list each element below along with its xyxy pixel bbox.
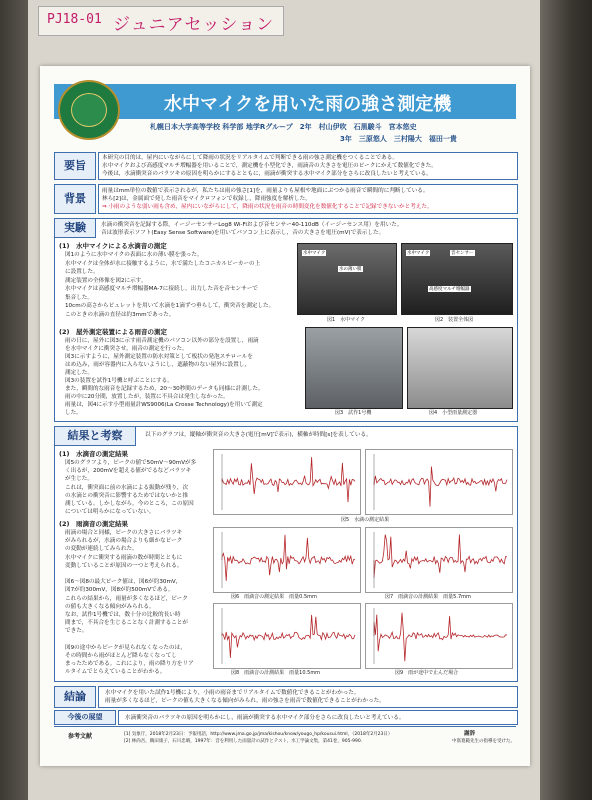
background-line: ⇒ 小雨のような弱い雨も含め，屋内にいながらにして，降雨の状況を雨音の時間変化を数値化することで記録できないかと考えた。 [102, 204, 433, 210]
poster-title: 水中マイクを用いた雨の強さ測定機 [164, 94, 452, 115]
reference-2: [2] 林尚吾，鵜田康子，石川忠晴，1997年：音を利用した雨量計の試作とテスト，水工学論文集，第41巻，905-990. [124, 739, 363, 744]
results-sub2-line: これらの結果から，雨量が多くなるほど，ピーク [65, 595, 188, 602]
school-logo-icon [58, 80, 120, 140]
experiment-sub2-line: 図3の装置を試作1号機と呼ぶことにする。 [65, 378, 173, 384]
experiment-sub1-line: 測定装置の全体像を図2に示す。 [65, 277, 147, 284]
experiment-sub2-heading: (2) 屋外測定装置による雨音の測定 [59, 328, 167, 336]
photo-full-apparatus [401, 243, 513, 315]
results-sub2-line: その時間から雨がほとんど降らなくなってし [65, 653, 177, 659]
results-sub2-line: 水中マイクに衝突する雨滴の数が時間とともに [65, 554, 183, 561]
experiment-sub2-line: 雨の日に，屋外に図3に示す雨音測定機のパソコン以外の部分を設置し，雨滴 [65, 338, 259, 344]
future-text: 水滴衝突音のバラツキの原因を明らかにし，雨滴が衝突する水中マイク部分をさらに改良したいと考えている。 [125, 715, 405, 721]
waveform [374, 613, 507, 662]
future-box [118, 710, 518, 725]
fig7-caption: 図7 雨滴音の計測結果 雨量5.7mm [385, 594, 471, 600]
placard-id: PJ18-01 [47, 12, 102, 27]
placard-title: ジュニアセッション [113, 15, 275, 35]
results-sub2-heading: (2) 雨滴音の測定結果 [59, 520, 128, 528]
chart-fig5a [213, 449, 361, 515]
results-sub1-line: の水滴との衝突音に影響するためではないかと推 [65, 492, 189, 499]
chart-fig5b [365, 449, 513, 515]
results-sub1-line: 図5のグラフより，ピークの値で50mV〜90mVが多 [65, 460, 197, 466]
experiment-box [54, 218, 518, 422]
photo-prototype-1 [305, 327, 403, 409]
results-sub1-line: が生じた。 [65, 476, 93, 483]
results-sub2-line: まったためである。これにより，雨の降り方をリア [65, 661, 194, 668]
photo-tag: 水の薄い膜 [339, 267, 362, 272]
results-sub1-line: については明らかになっていない。 [65, 509, 155, 516]
results-sub2-line: 図9の途中からピークが見られなくなったのは， [65, 644, 186, 651]
results-sub1-line: く出るが，200mVを超える値がでるなどバラツキ [65, 468, 192, 475]
photo-tag: 水中マイク [303, 251, 326, 256]
waveform [374, 535, 507, 579]
photo-underwater-mic [297, 243, 397, 315]
conclusion-box [98, 686, 518, 708]
background-line: 雨量はmm単位の数値で表示されるが，私たちは雨の強さ[1]を，雨量よりも屋根や地面にぶつかる雨音で瞬間的に判断している。 [102, 188, 429, 194]
results-sub1-line: 測している。しかしながら，今のところ，この原因 [65, 501, 194, 507]
results-box [54, 426, 518, 682]
experiment-sub2-line: 雨量は，図4に示す小型雨量計WS9006(La Crosse Technology)を用いて測定 [65, 402, 263, 408]
results-sub2-line: ルタイムでとらえていることがわかる。 [65, 669, 166, 676]
results-intro: 以下のグラフは，縦軸が衝突音の大きさ(電圧[mV]で表示)，横軸が時間[s]を表している。 [145, 432, 372, 438]
reference-1: [1] 気象庁，2018年2月23日：予報用語，http://www.jma.go.jp/jma/kishou/know/yougo_hp/kousui.html，（2018年2月23日） [124, 732, 393, 737]
results-sub2-line: 変動していることが原因の一つと考えられる。 [65, 562, 183, 569]
experiment-sub1-line: に設置した。 [65, 269, 99, 275]
results-sub2-line: できた。 [65, 628, 88, 635]
conclusion-line: 水中マイクを用いた試作1号機により，小雨の雨音までリアルタイムで数値化できることがわかった。 [105, 690, 360, 696]
chart-fig6 [213, 527, 361, 593]
fig4-caption: 図4 小型雨量測定器 [429, 410, 478, 416]
experiment-sub2-line: を水中マイクに衝突させ，雨音の測定を行った。 [65, 346, 188, 352]
results-sub1-heading: (1) 水滴音の測定結果 [59, 450, 128, 458]
thanks-label: 謝辞 [464, 731, 476, 737]
background-line: 林ら[2]は，金属面で発した雨音をマイクロフォンで収録し，降雨強度を解析した。 [102, 196, 311, 202]
experiment-sub2-line: 図3に示すように，屋外測定装置の防水対策として板状の発泡スチロールを [65, 354, 253, 360]
experiment-sub1-line: このときの水滴の直径は約3mmであった。 [65, 311, 175, 318]
experiment-sub2-line: また，瞬間的な雨音を記録するため，20〜30秒間のデータも同様に計測した。 [65, 386, 264, 392]
authors-line2: 3年 三原悠人 三村陽大 福田一貴 [340, 135, 457, 143]
waveform [374, 467, 507, 507]
experiment-sub1-line: 水中マイクは高感度マルチ増幅器MA-7に接続し，出力した音を音センサーで [65, 286, 258, 292]
background-box [98, 184, 518, 214]
thanks-text: 中嶌寛範先生の指導を受けた。 [452, 739, 515, 744]
photo-rain-gauge [407, 327, 513, 409]
background-right [540, 0, 592, 800]
purpose-label: 要旨 [54, 152, 96, 180]
waveform [222, 457, 355, 502]
experiment-sub2-line: はめ込み，雨が容器内に入らないようにし，遮蔽物のない屋外に設置し， [65, 362, 250, 368]
waveform [222, 615, 355, 658]
fig6-caption: 図6 雨滴音の測定結果 雨量0.5mm [231, 594, 317, 600]
experiment-sub1-heading: (1) 水中マイクによる水滴音の測定 [59, 242, 167, 250]
chart-fig8 [213, 603, 361, 669]
purpose-line: 水中マイクおよび高感度マルチ増幅器を用いることで，測定機を小型化でき，雨滴音の大きさを電圧のピークにかえて数値化できた。 [102, 163, 437, 169]
purpose-line: 今後は，水滴衝突音のパラツキの原因を明らかにするとともに，雨滴が衝突する水中マイク部分をさらに改良したいと考えている。 [102, 171, 432, 177]
fig1-caption: 図1 水中マイク [327, 317, 365, 323]
purpose-box [98, 152, 518, 180]
poster [40, 66, 530, 766]
results-sub2-line: の変動が連続してみられた。 [65, 546, 138, 553]
results-sub2-line: なお，試作1号機では，数十分の比較的長い時 [65, 612, 181, 618]
chart-fig9 [365, 603, 513, 669]
fig8-caption: 図8 雨滴音の計測結果 雨量10.5mm [231, 670, 321, 676]
experiment-intro: 水滴の衝突音を記録する際，イージーセンサーLog8 Wi-Fiおよび音センサー40-110dB（イージーセンス用）を用いた。 [101, 222, 403, 228]
conclusion-line: 雨量が多くなるほど，ピークの値も大きくなる傾向がみられ，雨の強さを雨音で数値化できることがわかった。 [105, 698, 385, 704]
experiment-sub1-line: 集音した。 [65, 294, 93, 301]
background-label: 背景 [54, 184, 96, 214]
future-label: 今後の展望 [54, 710, 116, 725]
fig3-caption: 図3 試作1号機 [335, 410, 372, 416]
experiment-sub1-line: 図1のように水中マイクの表面に水の薄い膜を張った。 [65, 252, 203, 258]
results-sub2-line: の値も大きくなる傾向がみられる。 [65, 603, 155, 610]
title-bar [54, 84, 516, 119]
references-box [54, 726, 516, 753]
experiment-sub1-line: 水中マイクは全体が水に接触するように，水で満たしたコニカルビーカーの上 [65, 260, 261, 267]
purpose-line: 本研究の目的は，屋内にいながらにして降雨の状況をリアルタイムで判断できる雨の強さ測定機をつくることである。 [102, 155, 398, 161]
experiment-intro: 音は波形表示ソフト(Easy Sense Software)を用いてパソコン上に表示し，音の大きさを電圧(mV)で表示した。 [101, 230, 385, 236]
experiment-sub1-line: 10cmの高さからピュレットを用いて水滴を1滴ずつ垂らして，衝突音を測定した。 [65, 303, 275, 309]
results-sub2-line: 図6〜図8の最大ピーク値は，図6が約30mV， [65, 579, 182, 586]
waveform [222, 535, 355, 581]
experiment-label: 実験 [55, 219, 96, 238]
fig9-caption: 図9 雨が途中で止んだ場合 [395, 670, 459, 676]
results-label: 結果と考察 [55, 427, 136, 446]
results-sub2-line: がみられるが，水滴の場合よりも細かなピーク [65, 538, 183, 545]
references-label: 参考文献 [68, 733, 93, 740]
results-sub2-line: 図7が約300mV，図8が約500mVである。 [65, 587, 174, 594]
results-sub2-line: 雨滴の場合と同様，ピークの大きさにバラツキ [65, 530, 183, 536]
experiment-sub2-line: 測定した。 [65, 370, 93, 376]
session-placard [38, 6, 284, 36]
experiment-sub2-line: 雨の中に20分間，放置したが，装置に不具合は発生しなかった。 [65, 394, 229, 400]
results-sub1-line: これは，衝突面に前の水滴による振動が残り，次 [65, 484, 189, 491]
chart-fig7 [365, 527, 513, 593]
affiliation: 札幌日本大学高等学校 科学部 地学Rグループ 2年 村山伊吹 石黒駿斗 宮本悠史 [150, 123, 417, 131]
fig5-caption: 図5 水滴の測定結果 [341, 517, 390, 523]
conclusion-label: 結論 [54, 686, 96, 708]
fig2-caption: 図2 装置全体図 [435, 317, 474, 323]
photo-tag: 音センサー [451, 251, 474, 256]
results-sub2-line: 間まで，不具合を生じることなく計測することが [65, 620, 188, 627]
photo-tag: 高感度マルチ増幅器 [429, 287, 470, 292]
photo-tag: 水中マイク [407, 251, 430, 256]
experiment-sub2-line: した。 [65, 410, 82, 416]
